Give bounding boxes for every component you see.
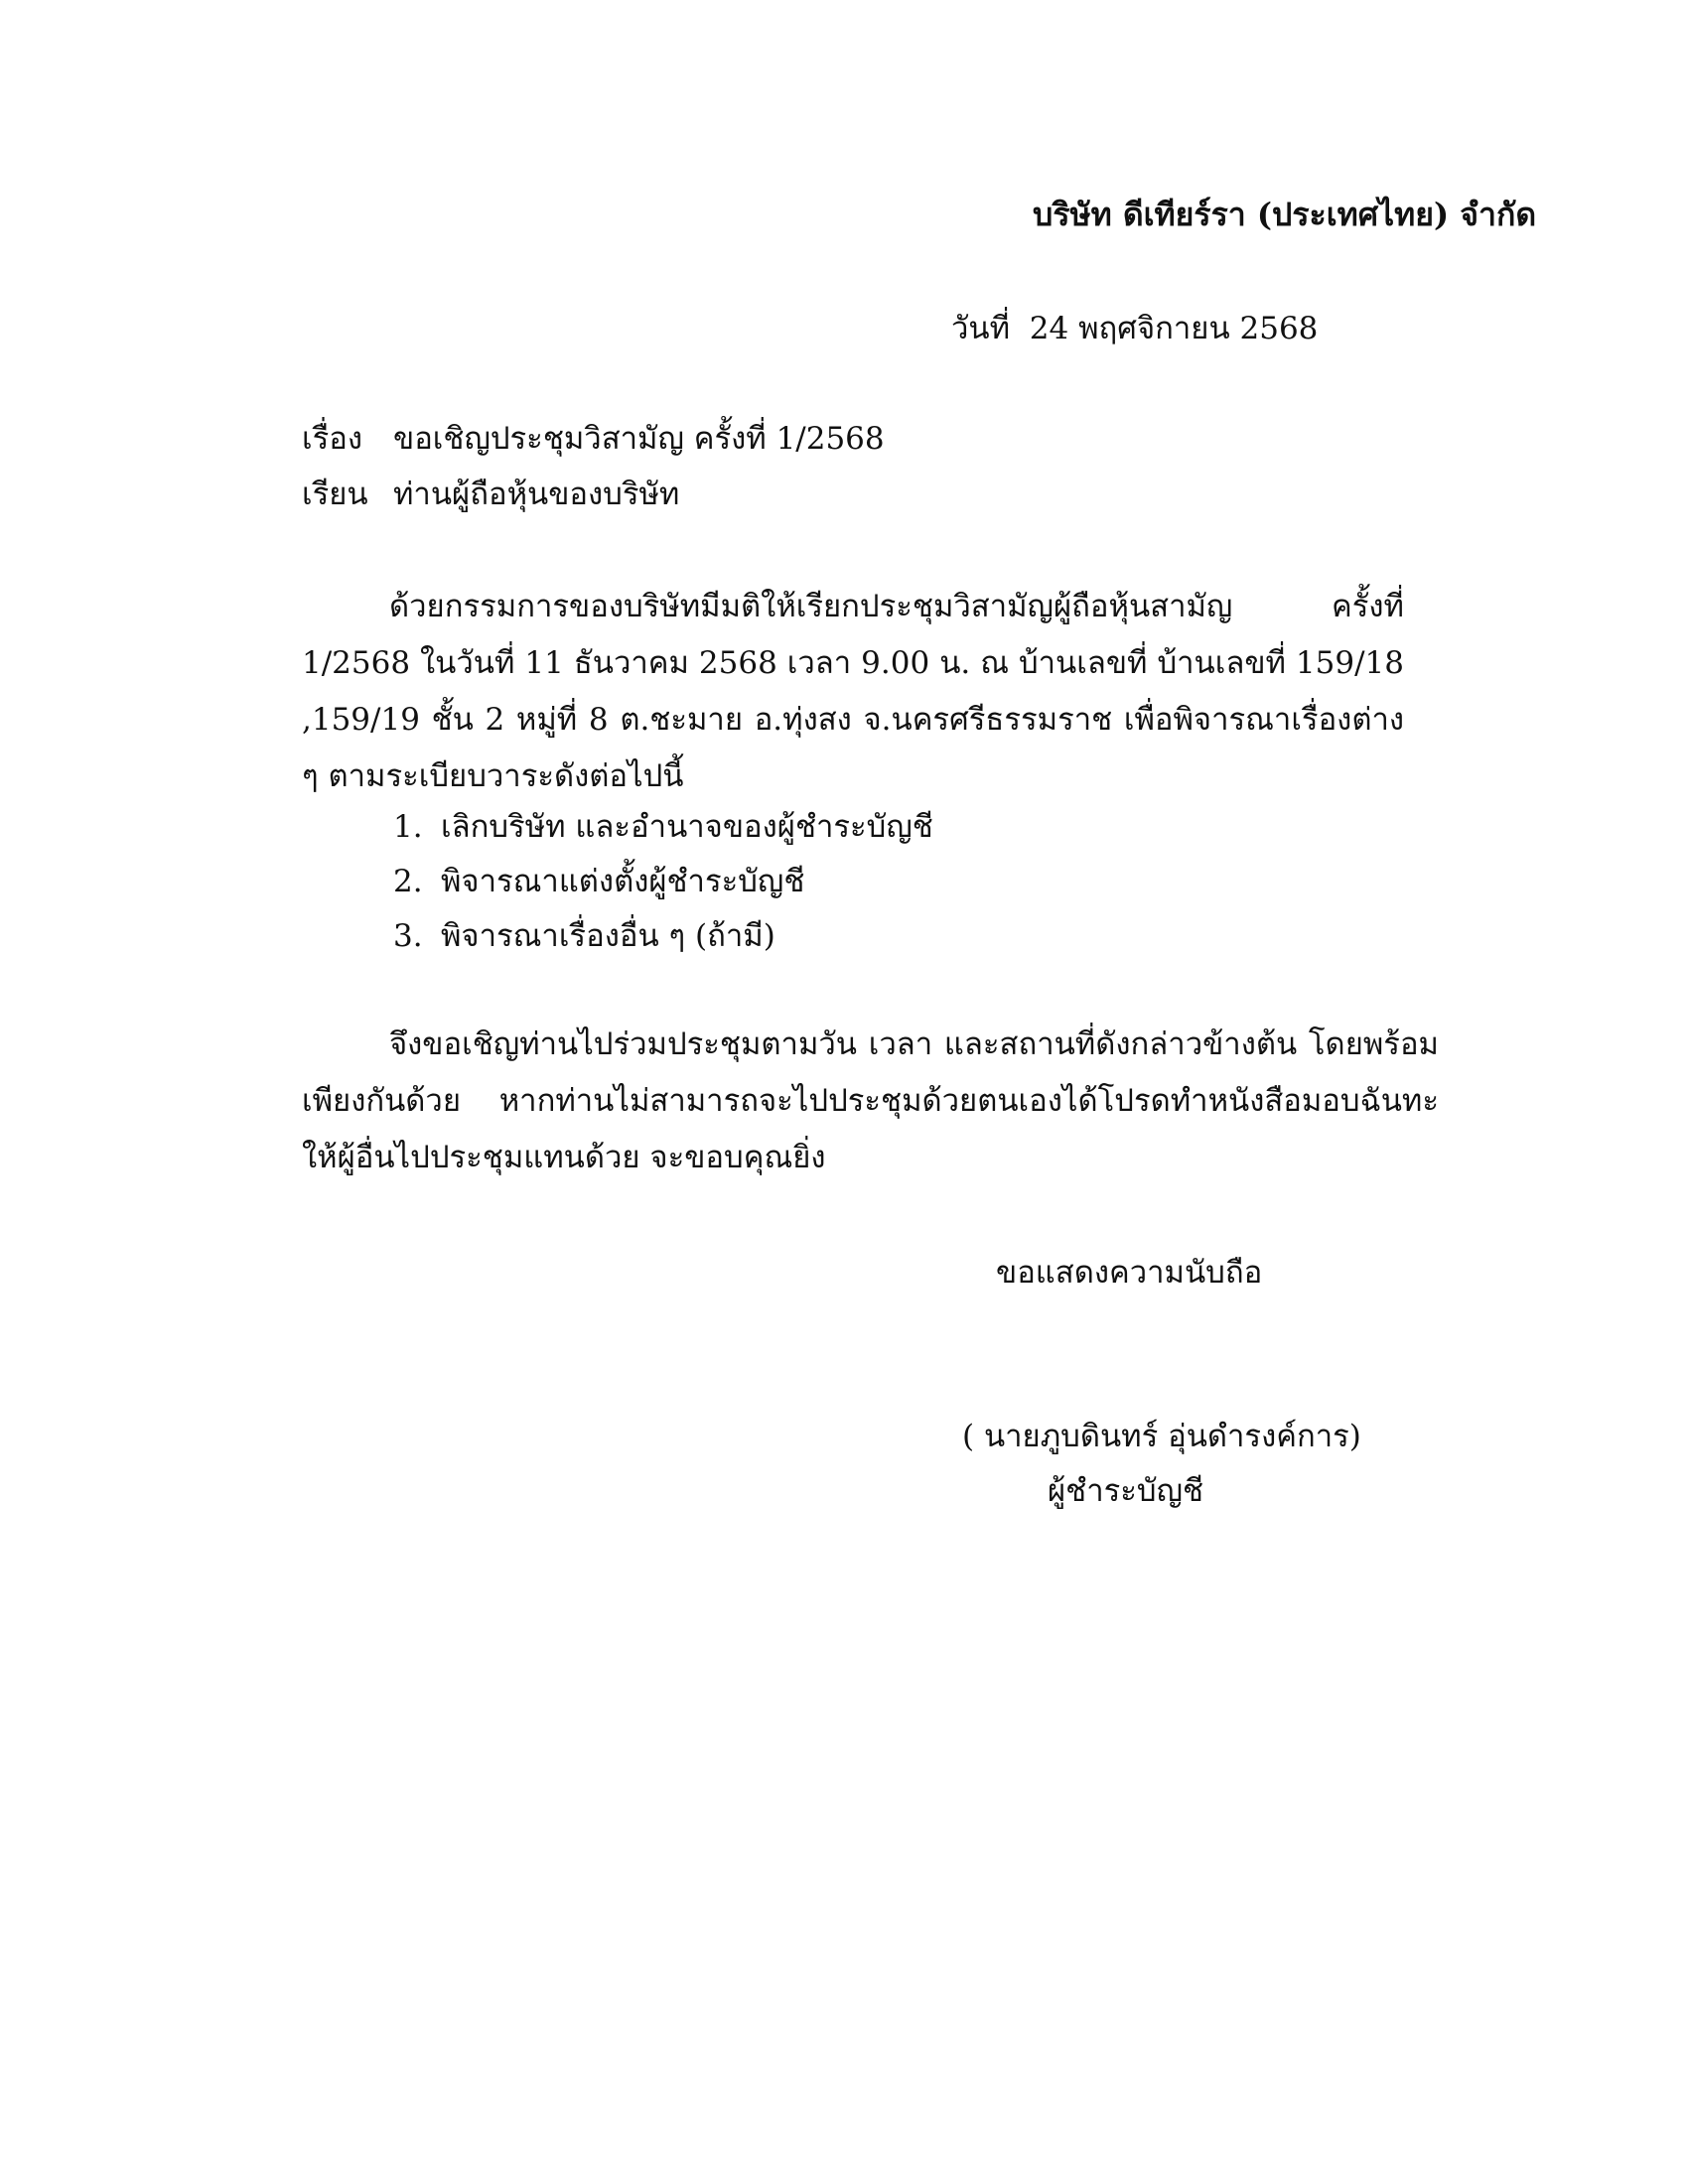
- agenda-item: [393, 862, 804, 901]
- agenda-item: [393, 807, 933, 847]
- paragraph-1-text: ด้วยกรรมการของบริษัทมีมติให้เรียกประชุมวิสามัญผู้ถือหุ้นสามัญ ครั้งที่ 1/2568 ในวันที่ 11 ธันวาคม 2568 เวลา 9.00 น. ณ บ้านเลขที่ บ้านเลขที่ 159/18 ,159/19 ชั้น 2 หมู่ที่ 8 ต.ชะมาย อ.ทุ่งสง จ.นครศรีธรรมราช เพื่อพิจารณาเรื่องต่าง ๆ ตามระเบียบวาระดังต่อไปนี้: [302, 589, 1404, 794]
- agenda-text: พิจารณาแต่งตั้งผู้ชำระบัญชี: [441, 864, 805, 899]
- recipient-text: ท่านผู้ถือหุ้นของบริษัท: [393, 477, 680, 512]
- signer-title: ผู้ชำระบัญชี: [1048, 1473, 1204, 1509]
- agenda-text: เลิกบริษัท และอำนาจของผู้ชำระบัญชี: [441, 809, 933, 845]
- date-line: [951, 309, 1318, 348]
- recipient-line: [302, 475, 679, 514]
- body-paragraph-2: [302, 1017, 1439, 1186]
- agenda-item: [393, 916, 775, 956]
- agenda-text: พิจารณาเรื่องอื่น ๆ (ถ้ามี): [441, 918, 775, 954]
- recipient-label: เรียน: [302, 477, 368, 512]
- subject-line: [302, 419, 885, 459]
- signer-name: ( นายภูบดินทร์ อุ่นดำรงค์การ): [962, 1419, 1361, 1454]
- date-value: 24 พฤศจิกายน 2568: [1029, 311, 1319, 346]
- agenda-number: 2.: [393, 864, 423, 899]
- agenda-number: 3.: [393, 918, 423, 954]
- agenda-number: 1.: [393, 809, 423, 845]
- company-name: บริษัท ดีเทียร์รา (ประเทศไทย) จำกัด: [1033, 196, 1537, 233]
- subject-label: เรื่อง: [302, 421, 363, 457]
- body-paragraph-1: [302, 579, 1404, 805]
- subject-text: ขอเชิญประชุมวิสามัญ ครั้งที่ 1/2568: [393, 421, 885, 457]
- closing-salutation: ขอแสดงความนับถือ: [996, 1255, 1263, 1291]
- date-label: วันที่: [951, 311, 1011, 346]
- paragraph-2-text: จึงขอเชิญท่านไปร่วมประชุมตามวัน เวลา และสถานที่ดังกล่าวข้างต้น โดยพร้อมเพียงกันด้วย หากท่านไม่สามารถจะไปประชุมด้วยตนเองได้โปรดทำหนังสือมอบฉันทะให้ผู้อื่นไปประชุมแทนด้วย จะขอบคุณยิ่ง: [302, 1026, 1439, 1175]
